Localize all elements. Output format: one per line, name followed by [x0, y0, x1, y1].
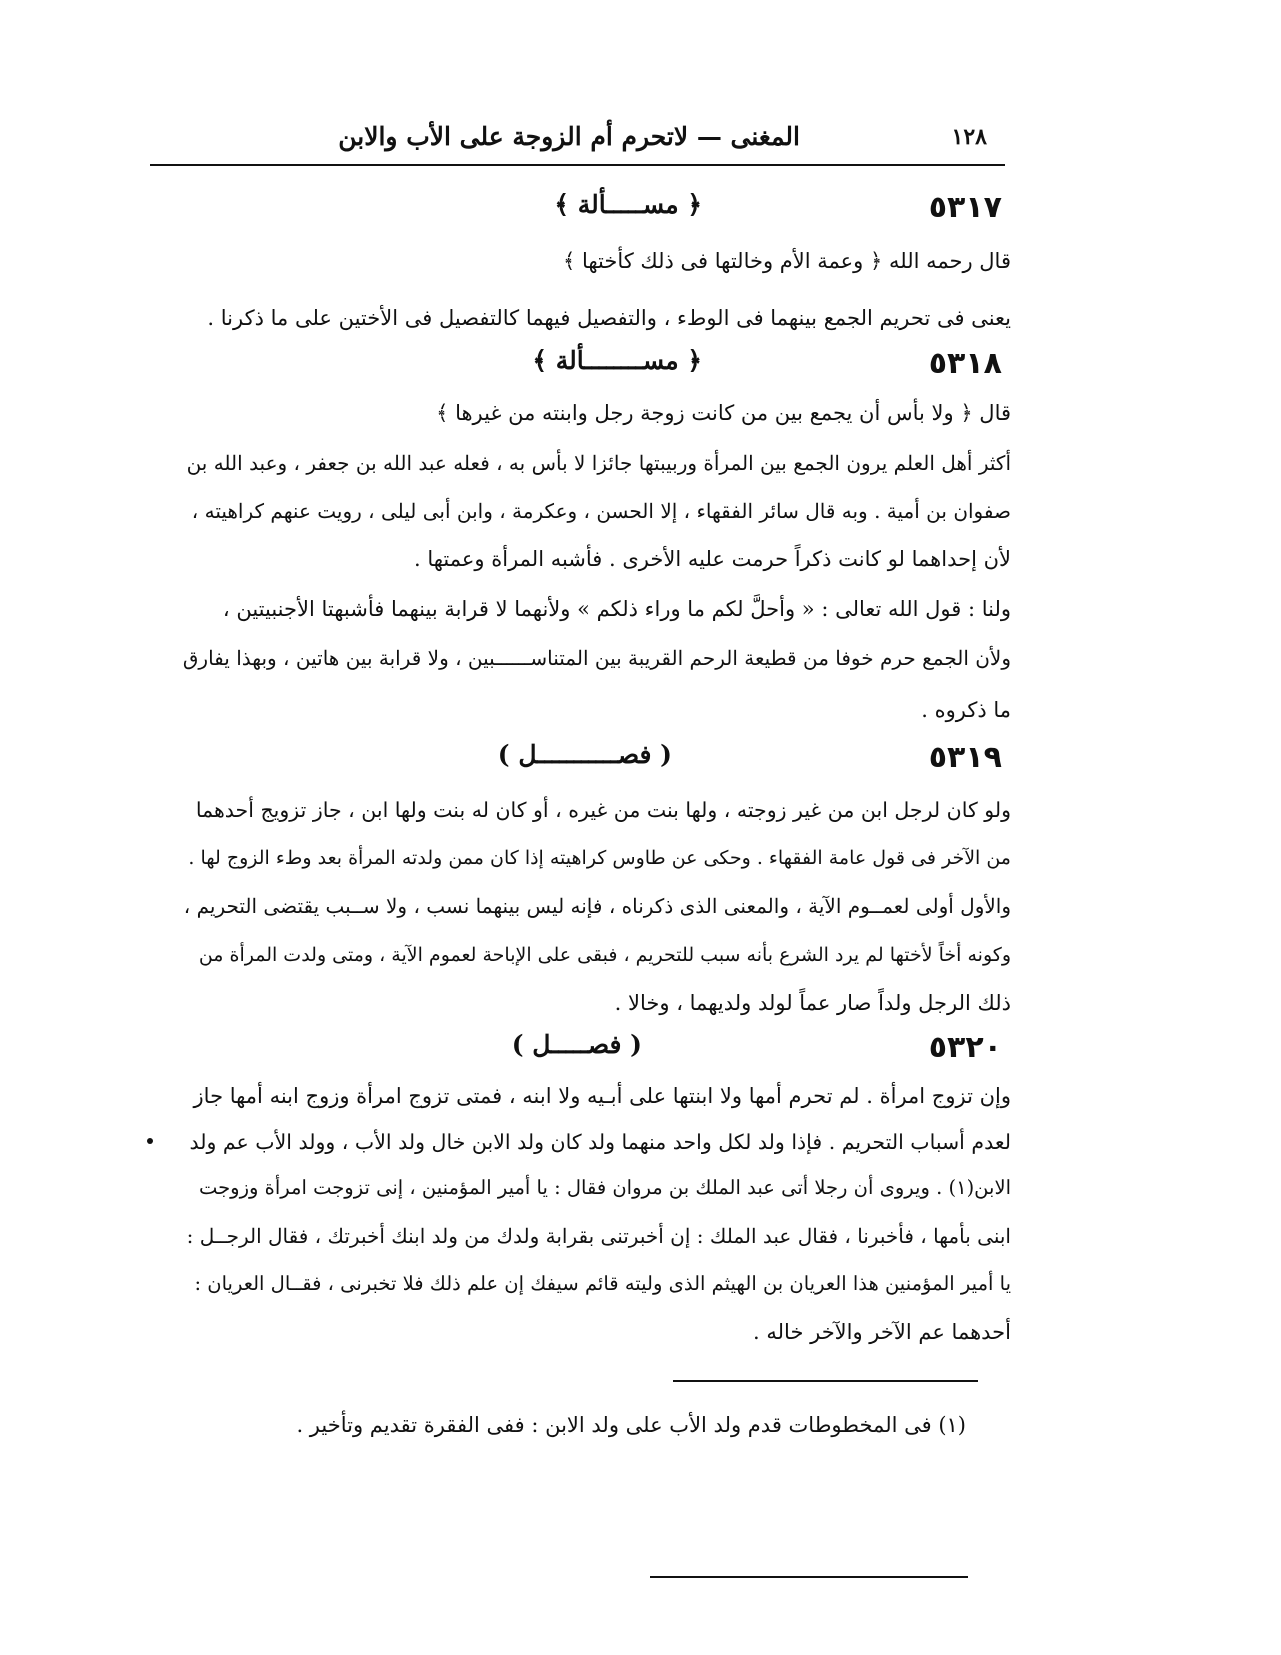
section-heading-5319	[150, 740, 1002, 784]
issue-label: ﴿ مســـــألة ﴾	[554, 190, 702, 219]
issue-number: ٥٣١٧	[928, 190, 1002, 225]
text-line: ولأن الجمع حرم خوفا من قطيعة الرحم القريبة بين المتناســــــبين ، ولا قرابة بين هاتين ، وبهذا يفارق	[182, 646, 1011, 670]
section-number: ٥٣٢٠	[928, 1030, 1002, 1065]
text-line: ذلك الرجل ولداً صار عماً لولد ولديهما ، وخالا .	[614, 991, 1011, 1015]
text-line: لأن إحداهما لو كانت ذكراً حرمت عليه الأخرى . فأشبه المرأة وعمتها .	[413, 547, 1011, 571]
text-line: وإن تزوج امرأة . لم تحرم أمها ولا ابنتها على أبـيه ولا ابنه ، فمتى تزوج امرأة وزوج ابنه أمها جاز	[193, 1084, 1011, 1108]
text-line: ولنا : قول الله تعالى : « وأحلَّ لكم ما وراء ذلكم » ولأنهما لا قرابة بينهما فأشبهتا الأجنبيتين ،	[222, 597, 1011, 621]
text-line: لعدم أسباب التحريم . فإذا ولد لكل واحد منهما ولد كان ولد الابن خال ولد الأب ، وولد الأب عم ولد	[189, 1130, 1011, 1154]
issue-heading-5318	[150, 346, 1002, 390]
page-number: ١٢٨	[951, 124, 987, 150]
text-line: من الآخر فى قول عامة الفقهاء . وحكى عن طاوس كراهيته إذا كان ممن ولدته المرأة بعد وطء الزوج لها .	[188, 847, 1011, 869]
text-line: أحدهما عم الآخر والآخر خاله .	[753, 1320, 1011, 1344]
section-number: ٥٣١٩	[928, 740, 1002, 775]
section-heading-5320	[150, 1030, 1002, 1074]
text-line: ما ذكروه .	[921, 698, 1011, 722]
text-line: والأول أولى لعمــوم الآية ، والمعنى الذى ذكرناه ، فإنه ليس بينهما نسب ، ولا ســبب يقتضى التحريم ،	[183, 894, 1011, 918]
text-line: يعنى فى تحريم الجمع بينهما فى الوطء ، والتفصيل فيهما كالتفصيل فى الأختين على ما ذكرنا .	[207, 306, 1011, 330]
footnote: (١) فى المخطوطات قدم ولد الأب على ولد الابن : ففى الفقرة تقديم وتأخير .	[296, 1413, 966, 1437]
text-line: وكونه أخاً لأختها لم يرد الشرع بأنه سبب للتحريم ، فبقى على الإباحة لعموم الآية ، ومتى ولدت المرأة من	[198, 944, 1011, 966]
running-title: المغنى — لاتحرم أم الزوجة على الأب والابن	[338, 122, 800, 151]
section-label: ( فصـــــــــــل )	[497, 740, 672, 769]
text-line: قال ﴿ ولا بأس أن يجمع بين من كانت زوجة رجل وابنته من غيرها ﴾	[436, 401, 1011, 425]
bullet-mark	[147, 1138, 153, 1144]
footnote-separator	[673, 1380, 978, 1382]
text-line: أكثر أهل العلم يرون الجمع بين المرأة وربيبتها جائزا لا بأس به ، فعله عبد الله بن جعفر ، وعبد الله بن	[186, 451, 1011, 475]
text-line: الابن(١) . ويروى أن رجلا أتى عبد الملك بن مروان فقال : يا أمير المؤمنين ، إنى تزوجت امرأة وزوجت	[198, 1176, 1011, 1199]
section-label: ( فصـــــل )	[511, 1030, 642, 1059]
issue-number: ٥٣١٨	[928, 346, 1002, 381]
text-line: قال رحمه الله ﴿ وعمة الأم وخالتها فى ذلك كأختها ﴾	[562, 249, 1011, 273]
text-line: يا أمير المؤمنين هذا العريان بن الهيثم الذى وليته قائم سيفك إن علم ذلك فلا تخبرنى ، فقــال العريان :	[194, 1272, 1011, 1295]
bottom-rule	[650, 1576, 968, 1578]
issue-heading-5317	[150, 190, 1002, 234]
text-line: ابنى بأمها ، فأخبرنا ، فقال عبد الملك : إن أخبرتنى بقرابة ولدك من ولد ابنك أخبرتك ، فقال الرجــل :	[186, 1224, 1011, 1248]
text-line: صفوان بن أمية . وبه قال سائر الفقهاء ، إلا الحسن ، وعكرمة ، وابن أبى ليلى ، رويت عنهم كراهيته ،	[191, 499, 1011, 523]
page-header	[150, 116, 1005, 166]
issue-label: ﴿ مســــــــألة ﴾	[532, 346, 702, 375]
text-line: ولو كان لرجل ابن من غير زوجته ، ولها بنت من غيره ، أو كان له بنت ولها ابن ، جاز تزويج أحدهما	[195, 798, 1011, 822]
